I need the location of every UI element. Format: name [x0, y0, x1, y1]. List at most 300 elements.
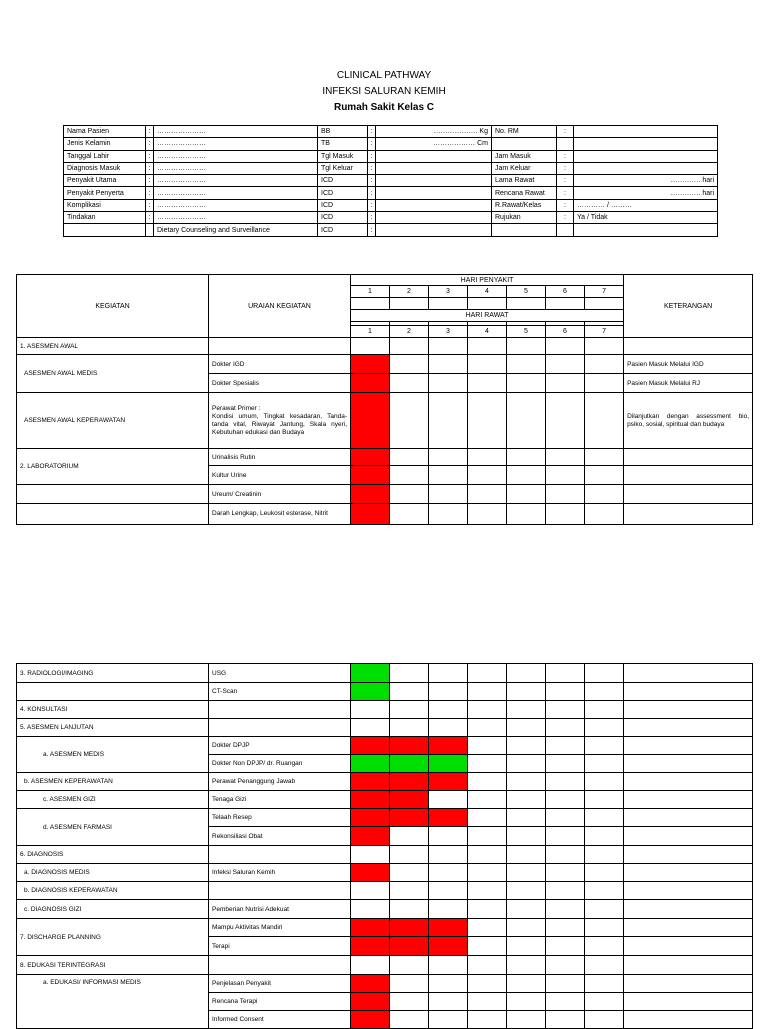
- day-cell-2: [390, 701, 429, 719]
- description-detail: Kondisi umum, Tingkat kesadaran, Tanda-tanda vital, Riwayat Jantung, Skala nyeri, Kebutuhan edukasi dan Budaya: [212, 412, 347, 436]
- day-number: 2: [390, 326, 429, 338]
- activity-label: [17, 683, 209, 701]
- note: [624, 449, 753, 466]
- header-kegiatan: KEGIATAN: [17, 275, 209, 338]
- description: [209, 882, 351, 900]
- info-value: [376, 199, 492, 211]
- day-cell-2: [390, 900, 429, 919]
- day-cell-7: [585, 791, 624, 809]
- day-cell-4: [468, 791, 507, 809]
- info-value: …………. hari: [574, 187, 718, 199]
- info-value: Ya / Tidak: [574, 212, 718, 224]
- blank-cell: [585, 298, 624, 310]
- activity-label: 1. ASESMEN AWAL: [17, 338, 209, 355]
- day-cell-4: [468, 1011, 507, 1029]
- day-cell-5: [507, 449, 546, 466]
- info-row: [64, 138, 718, 150]
- day-cell-1: [351, 900, 390, 919]
- table-row: [17, 504, 753, 525]
- activity-label: [17, 504, 209, 525]
- day-cell-3: [429, 919, 468, 937]
- activity-label: [17, 485, 209, 504]
- day-cell-6: [546, 809, 585, 827]
- day-cell-3: [429, 956, 468, 975]
- day-cell-3: [429, 827, 468, 846]
- info-label: R.Rawat/Kelas: [492, 199, 557, 211]
- day-cell-4: [468, 485, 507, 504]
- activity-label: 3. RADIOLOGI/IMAGING: [17, 664, 209, 683]
- day-cell-2: [390, 737, 429, 755]
- day-cell-3: [429, 485, 468, 504]
- day-cell-7: [585, 956, 624, 975]
- info-label: BB: [318, 126, 368, 138]
- info-colon: :: [146, 126, 154, 138]
- day-cell-1: [351, 719, 390, 737]
- table-row: [17, 864, 753, 882]
- note: [624, 791, 753, 809]
- info-value: [376, 162, 492, 174]
- info-label: ICD: [318, 199, 368, 211]
- day-cell-4: [468, 737, 507, 755]
- table-row: [17, 683, 753, 701]
- day-cell-2: [390, 1011, 429, 1029]
- note: [624, 975, 753, 993]
- info-value: …………………: [154, 187, 318, 199]
- activity-label: ASESMEN AWAL MEDIS: [17, 355, 209, 393]
- day-cell-3: [429, 374, 468, 393]
- day-cell-7: [585, 683, 624, 701]
- note: [624, 919, 753, 937]
- note: [624, 809, 753, 827]
- activity-label: 2. LABORATORIUM: [17, 449, 209, 485]
- day-number: 6: [546, 326, 585, 338]
- day-cell-5: [507, 882, 546, 900]
- blank-cell: [390, 298, 429, 310]
- info-label: No. RM: [492, 126, 557, 138]
- info-value: ………………. Kg: [376, 126, 492, 138]
- day-cell-4: [468, 937, 507, 956]
- day-cell-2: [390, 864, 429, 882]
- activity-label: 8. EDUKASI TERINTEGRASI: [17, 956, 209, 975]
- note: [624, 882, 753, 900]
- day-cell-5: [507, 809, 546, 827]
- info-value: …………………: [154, 212, 318, 224]
- description: [209, 701, 351, 719]
- header-hari-rawat: HARI RAWAT: [351, 310, 624, 322]
- day-cell-6: [546, 975, 585, 993]
- day-cell-1: [351, 504, 390, 525]
- table-row: [17, 900, 753, 919]
- day-cell-1: [351, 737, 390, 755]
- note: [624, 773, 753, 791]
- day-cell-5: [507, 773, 546, 791]
- header-hari-penyakit: HARI PENYAKIT: [351, 275, 624, 286]
- description: Penjelasan Penyakit: [209, 975, 351, 993]
- day-cell-4: [468, 900, 507, 919]
- info-label: Jenis Kelamin: [64, 138, 146, 150]
- info-label: Tanggal Lahir: [64, 150, 146, 162]
- info-value: Dietary Counseling and Surveillance: [154, 224, 318, 236]
- day-cell-2: [390, 937, 429, 956]
- day-cell-2: [390, 485, 429, 504]
- description: Ureum/ Creatinin: [209, 485, 351, 504]
- title-line-2: INFEKSI SALURAN KEMIH: [322, 86, 446, 97]
- description: [209, 338, 351, 355]
- description: Dokter IGD: [209, 355, 351, 374]
- activity-label: c. ASESMEN GIZI: [17, 791, 209, 809]
- day-number: 1: [351, 326, 390, 338]
- day-cell-6: [546, 755, 585, 773]
- note: [624, 1011, 753, 1029]
- day-cell-4: [468, 773, 507, 791]
- day-cell-2: [390, 355, 429, 374]
- document-title: [0, 68, 768, 116]
- day-number: 3: [429, 286, 468, 298]
- day-cell-7: [585, 719, 624, 737]
- day-cell-6: [546, 956, 585, 975]
- day-cell-1: [351, 956, 390, 975]
- description: Infeksi Saluran Kemih: [209, 864, 351, 882]
- info-value: [376, 187, 492, 199]
- info-value: [376, 150, 492, 162]
- day-cell-3: [429, 864, 468, 882]
- info-label: Nama Pasien: [64, 126, 146, 138]
- blank-cell: [546, 298, 585, 310]
- header-uraian: URAIAN KEGIATAN: [209, 275, 351, 338]
- info-value: [574, 162, 718, 174]
- day-cell-6: [546, 773, 585, 791]
- day-cell-1: [351, 449, 390, 466]
- day-cell-1: [351, 374, 390, 393]
- day-cell-5: [507, 683, 546, 701]
- day-cell-2: [390, 791, 429, 809]
- activity-label: 5. ASESMEN LANJUTAN: [17, 719, 209, 737]
- day-cell-7: [585, 664, 624, 683]
- day-cell-7: [585, 993, 624, 1011]
- info-value: [376, 224, 492, 236]
- day-cell-1: [351, 664, 390, 683]
- info-label: Tgl Keluar: [318, 162, 368, 174]
- day-cell-2: [390, 809, 429, 827]
- info-value: [574, 126, 718, 138]
- info-value: ……………… Cm: [376, 138, 492, 150]
- day-cell-7: [585, 1011, 624, 1029]
- day-cell-6: [546, 355, 585, 374]
- day-cell-3: [429, 846, 468, 864]
- description: Dokter DPJP: [209, 737, 351, 755]
- info-colon: :: [368, 150, 376, 162]
- description: [209, 719, 351, 737]
- info-row: [64, 126, 718, 138]
- info-value: [376, 212, 492, 224]
- info-colon: :: [146, 187, 154, 199]
- info-label: ICD: [318, 187, 368, 199]
- table-row: [17, 449, 753, 466]
- info-colon: :: [368, 187, 376, 199]
- day-cell-4: [468, 719, 507, 737]
- info-row: [64, 212, 718, 224]
- day-cell-3: [429, 937, 468, 956]
- description: USG: [209, 664, 351, 683]
- info-value: [574, 138, 718, 150]
- table-row: [17, 919, 753, 937]
- note: [624, 864, 753, 882]
- day-cell-3: [429, 449, 468, 466]
- day-cell-6: [546, 664, 585, 683]
- info-row: [64, 187, 718, 199]
- activity-label: d. ASESMEN FARMASI: [17, 809, 209, 846]
- table-row: [17, 719, 753, 737]
- description: Mampu Aktivitas Mandiri: [209, 919, 351, 937]
- info-label: Jam Masuk: [492, 150, 557, 162]
- day-cell-2: [390, 393, 429, 449]
- pathway-table-1: [16, 274, 753, 525]
- day-cell-5: [507, 737, 546, 755]
- day-cell-4: [468, 864, 507, 882]
- description: Dokter Spesialis: [209, 374, 351, 393]
- info-colon: [557, 138, 574, 150]
- info-label: Penyakit Utama: [64, 175, 146, 187]
- day-cell-6: [546, 504, 585, 525]
- day-cell-2: [390, 466, 429, 485]
- description: [209, 846, 351, 864]
- day-cell-1: [351, 975, 390, 993]
- activity-label: 7. DISCHARGE PLANNING: [17, 919, 209, 956]
- day-cell-1: [351, 338, 390, 355]
- day-cell-7: [585, 504, 624, 525]
- description: [209, 393, 351, 449]
- day-cell-6: [546, 900, 585, 919]
- note: [624, 504, 753, 525]
- description: Kultur Urine: [209, 466, 351, 485]
- day-number: 1: [351, 286, 390, 298]
- info-colon: :: [146, 162, 154, 174]
- info-value: …………. hari: [574, 175, 718, 187]
- day-cell-6: [546, 701, 585, 719]
- day-cell-1: [351, 864, 390, 882]
- day-cell-4: [468, 374, 507, 393]
- day-cell-3: [429, 664, 468, 683]
- day-cell-3: [429, 975, 468, 993]
- day-cell-7: [585, 864, 624, 882]
- table-row: [17, 355, 753, 374]
- day-cell-1: [351, 773, 390, 791]
- pathway-table-2: [16, 663, 753, 1029]
- note: [624, 827, 753, 846]
- day-cell-3: [429, 355, 468, 374]
- day-cell-2: [390, 919, 429, 937]
- day-cell-3: [429, 755, 468, 773]
- day-cell-1: [351, 846, 390, 864]
- day-cell-6: [546, 737, 585, 755]
- day-cell-5: [507, 355, 546, 374]
- table-row: [17, 737, 753, 755]
- day-cell-5: [507, 864, 546, 882]
- activity-label: b. DIAGNOSIS KEPERAWATAN: [17, 882, 209, 900]
- title-line-1: CLINICAL PATHWAY: [336, 70, 432, 81]
- day-cell-1: [351, 466, 390, 485]
- info-row: [64, 150, 718, 162]
- info-colon: :: [368, 162, 376, 174]
- day-cell-5: [507, 719, 546, 737]
- day-cell-6: [546, 1011, 585, 1029]
- day-cell-2: [390, 338, 429, 355]
- blank-cell: [468, 298, 507, 310]
- activity-label: b. ASESMEN KEPERAWATAN: [17, 773, 209, 791]
- table-row: [17, 664, 753, 683]
- day-cell-2: [390, 664, 429, 683]
- day-cell-5: [507, 338, 546, 355]
- info-colon: :: [368, 138, 376, 150]
- day-cell-1: [351, 393, 390, 449]
- note: [624, 846, 753, 864]
- info-row: [64, 224, 718, 236]
- info-label: ICD: [318, 175, 368, 187]
- day-cell-3: [429, 701, 468, 719]
- note: [624, 993, 753, 1011]
- day-number: 5: [507, 286, 546, 298]
- day-cell-4: [468, 809, 507, 827]
- day-cell-5: [507, 900, 546, 919]
- info-colon: :: [557, 162, 574, 174]
- note: [624, 900, 753, 919]
- info-colon: :: [557, 212, 574, 224]
- day-cell-3: [429, 773, 468, 791]
- table-row: [17, 882, 753, 900]
- description: Pemberian Nutrisi Adekuat: [209, 900, 351, 919]
- info-value: [574, 150, 718, 162]
- day-cell-5: [507, 827, 546, 846]
- day-cell-5: [507, 664, 546, 683]
- info-colon: [146, 224, 154, 236]
- day-cell-6: [546, 485, 585, 504]
- description: Terapi: [209, 937, 351, 956]
- day-cell-1: [351, 355, 390, 374]
- day-cell-3: [429, 993, 468, 1011]
- description: Informed Consent: [209, 1011, 351, 1029]
- activity-label: ASESMEN AWAL KEPERAWATAN: [17, 393, 209, 449]
- day-cell-3: [429, 791, 468, 809]
- day-cell-1: [351, 485, 390, 504]
- info-label: Rencana Rawat: [492, 187, 557, 199]
- info-value: [376, 175, 492, 187]
- day-cell-6: [546, 374, 585, 393]
- day-cell-7: [585, 466, 624, 485]
- info-label: Tindakan: [64, 212, 146, 224]
- info-colon: :: [146, 199, 154, 211]
- day-cell-6: [546, 864, 585, 882]
- info-label: [492, 224, 557, 236]
- day-number: 4: [468, 326, 507, 338]
- day-number: 7: [585, 326, 624, 338]
- day-cell-6: [546, 338, 585, 355]
- day-cell-4: [468, 466, 507, 485]
- blank-cell: [507, 298, 546, 310]
- info-colon: :: [146, 175, 154, 187]
- day-cell-1: [351, 1011, 390, 1029]
- table-row: [17, 956, 753, 975]
- table-row: [17, 809, 753, 827]
- day-cell-4: [468, 701, 507, 719]
- day-cell-4: [468, 683, 507, 701]
- info-colon: :: [368, 212, 376, 224]
- day-cell-6: [546, 882, 585, 900]
- day-cell-3: [429, 882, 468, 900]
- day-cell-3: [429, 338, 468, 355]
- day-cell-7: [585, 374, 624, 393]
- activity-label: a. EDUKASI/ INFORMASI MEDIS: [17, 975, 209, 1029]
- day-cell-6: [546, 719, 585, 737]
- info-colon: :: [368, 199, 376, 211]
- table-row: [17, 485, 753, 504]
- day-cell-7: [585, 338, 624, 355]
- day-cell-5: [507, 466, 546, 485]
- info-value: …………………: [154, 175, 318, 187]
- day-cell-7: [585, 485, 624, 504]
- day-cell-1: [351, 827, 390, 846]
- day-number: 6: [546, 286, 585, 298]
- day-cell-3: [429, 683, 468, 701]
- description: CT-Scan: [209, 683, 351, 701]
- day-cell-7: [585, 846, 624, 864]
- note: [624, 683, 753, 701]
- info-value: …………………: [154, 150, 318, 162]
- day-cell-2: [390, 956, 429, 975]
- day-cell-4: [468, 919, 507, 937]
- info-label: Komplikasi: [64, 199, 146, 211]
- day-cell-6: [546, 937, 585, 956]
- day-cell-6: [546, 449, 585, 466]
- day-cell-1: [351, 701, 390, 719]
- blank-cell: [429, 298, 468, 310]
- day-cell-6: [546, 846, 585, 864]
- note: [624, 755, 753, 773]
- info-row: [64, 162, 718, 174]
- day-cell-6: [546, 466, 585, 485]
- section-row: [17, 338, 753, 355]
- patient-info-table: [63, 125, 718, 237]
- day-cell-4: [468, 975, 507, 993]
- info-value: …………………: [154, 162, 318, 174]
- day-cell-2: [390, 449, 429, 466]
- day-cell-5: [507, 374, 546, 393]
- day-cell-4: [468, 846, 507, 864]
- day-cell-3: [429, 900, 468, 919]
- info-label: Tgl Masuk: [318, 150, 368, 162]
- day-cell-2: [390, 846, 429, 864]
- day-number: 7: [585, 286, 624, 298]
- day-cell-3: [429, 393, 468, 449]
- day-cell-4: [468, 827, 507, 846]
- day-cell-4: [468, 755, 507, 773]
- note: [624, 737, 753, 755]
- day-number: 4: [468, 286, 507, 298]
- info-label: Jam Keluar: [492, 162, 557, 174]
- day-cell-4: [468, 956, 507, 975]
- info-row: [64, 199, 718, 211]
- description: Rekonsiliasi Obat: [209, 827, 351, 846]
- info-label: [492, 138, 557, 150]
- info-label: [64, 224, 146, 236]
- day-number: 5: [507, 326, 546, 338]
- day-cell-7: [585, 701, 624, 719]
- day-cell-1: [351, 791, 390, 809]
- info-value: [574, 224, 718, 236]
- info-label: TB: [318, 138, 368, 150]
- day-cell-7: [585, 937, 624, 956]
- day-cell-5: [507, 393, 546, 449]
- day-cell-1: [351, 993, 390, 1011]
